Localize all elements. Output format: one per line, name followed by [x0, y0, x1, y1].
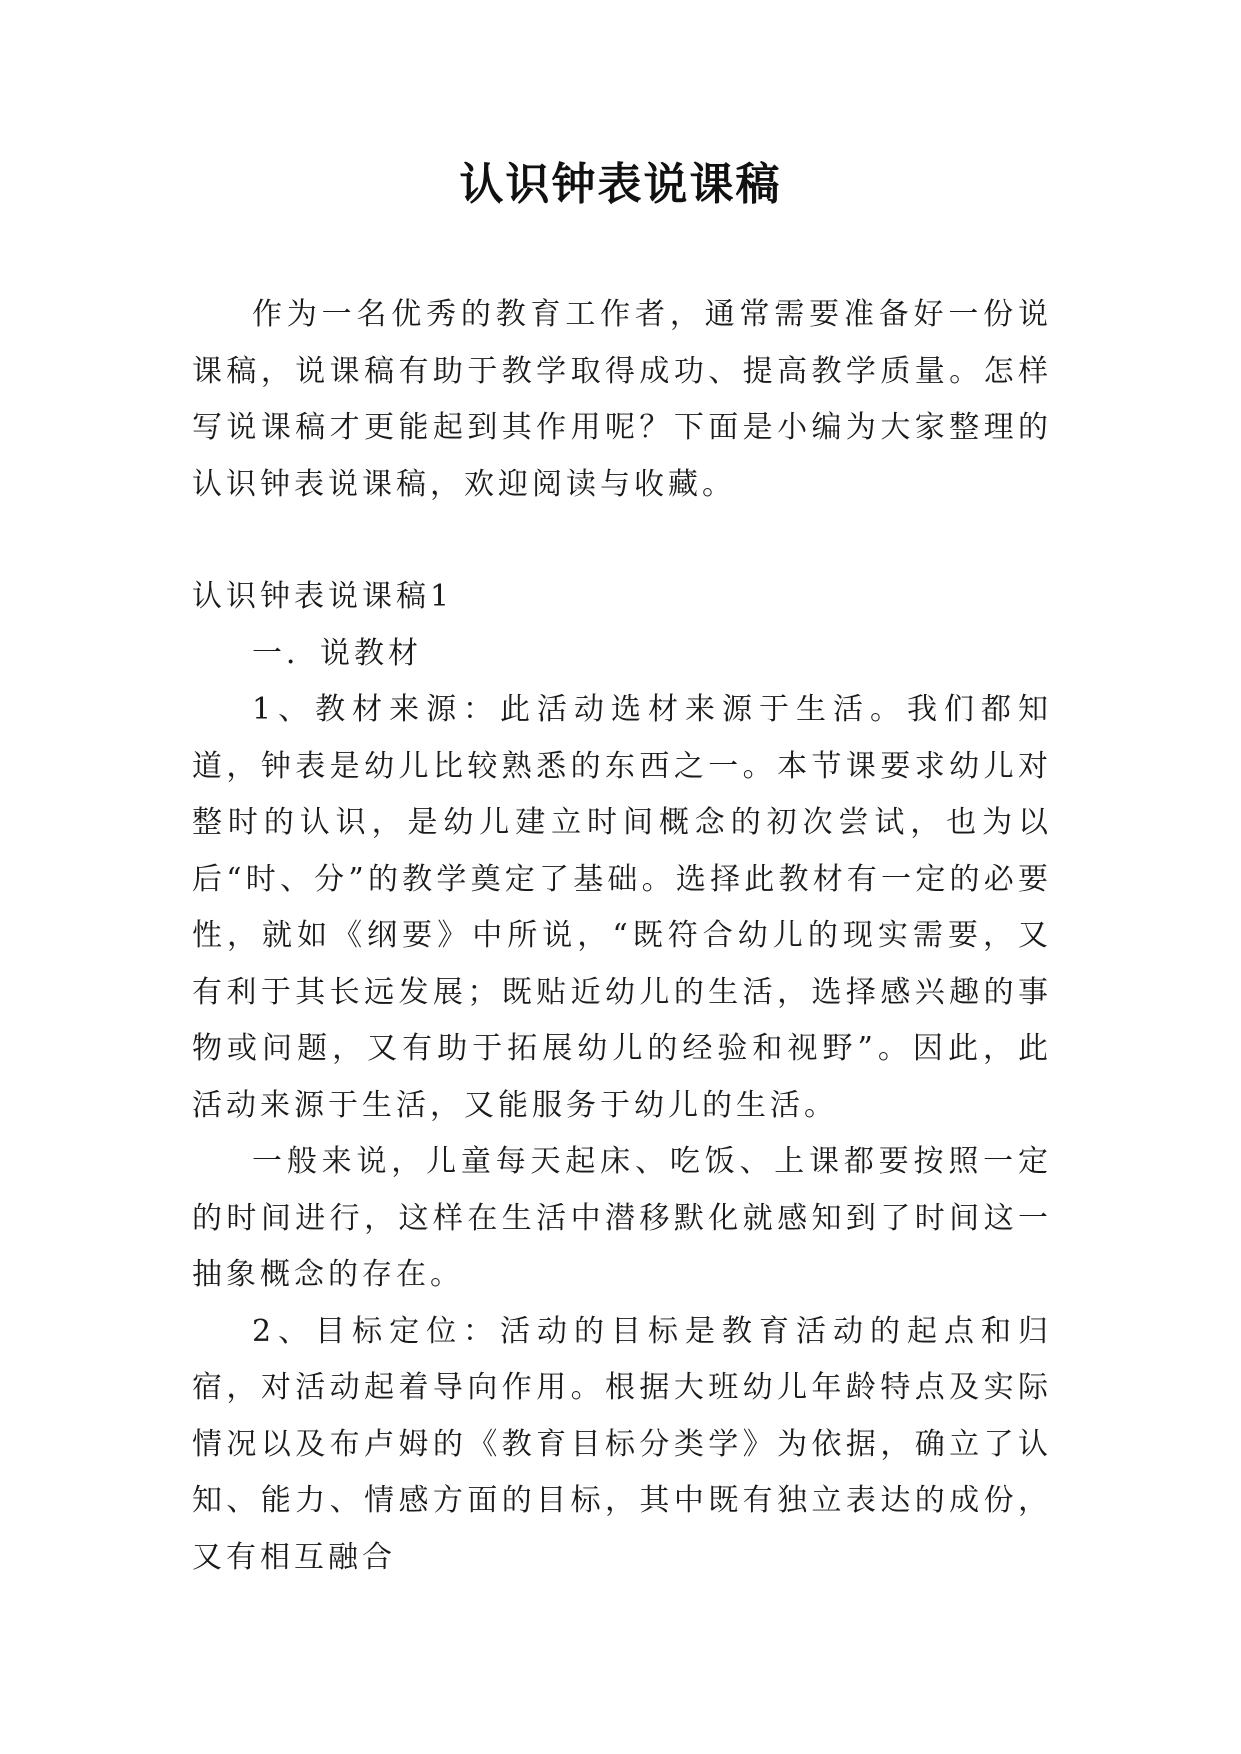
section-title: 认识钟表说课稿1: [192, 579, 454, 614]
page-title: 认识钟表说课稿: [459, 159, 782, 210]
subheading: 一．说教材: [252, 635, 422, 671]
paragraph-daily-time: 一般来说，儿童每天起床、吃饭、上课都要按照一定的时间进行，这样在生活中潜移默化就感知到了时间这一抽象概念的存在。: [192, 1144, 1052, 1292]
paragraph-material-source: 1、教材来源：此活动选材来源于生活。我们都知道，钟表是幼儿比较熟悉的东西之一。本节课要求幼儿对整时的认识，是幼儿建立时间概念的初次尝试，也为以后“时、分”的教学奠定了基础。选择此教材有一定的必要性，就如《纲要》中所说，“既符合幼儿的现实需要，又有利于其长远发展；既贴近幼儿的生活，选择感兴趣的事物或问题，又有助于拓展幼儿的经验和视野”。因此，此活动来源于生活，又能服务于幼儿的生活。: [192, 692, 1052, 1123]
paragraph-goal-positioning: 2、目标定位：活动的目标是教育活动的起点和归宿，对活动起着导向作用。根据大班幼儿年龄特点及实际情况以及布卢姆的《教育目标分类学》为依据，确立了认知、能力、情感方面的目标，其中既有独立表达的成份，又有相互融合: [192, 1313, 1052, 1575]
intro-paragraph: 作为一名优秀的教育工作者，通常需要准备好一份说课稿，说课稿有助于教学取得成功、提高教学质量。怎样写说课稿才更能起到其作用呢？下面是小编为大家整理的认识钟表说课稿，欢迎阅读与收藏。: [192, 297, 1052, 502]
document-body: [192, 287, 1052, 1586]
